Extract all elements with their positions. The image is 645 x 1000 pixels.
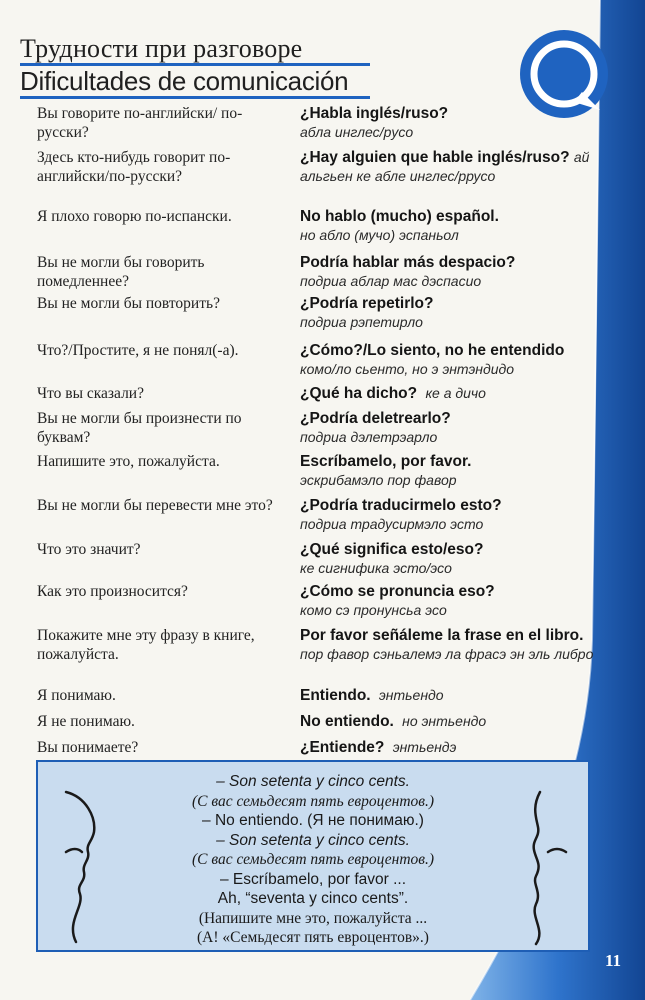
phrase-transcription: комо/ло сьенто, но э энтэндидо	[300, 361, 515, 377]
phrase-transcription: подриа традусирмэло эсто	[300, 516, 484, 532]
phrase-spanish	[300, 104, 600, 142]
phrase-spanish-text: ¿Podría traducirmelo esto?	[300, 497, 502, 514]
page-number: 11	[604, 951, 622, 970]
phrase-spanish	[300, 294, 600, 332]
phrase-russian: Что это значит?	[37, 541, 141, 558]
phrase-transcription: ке а дичо	[425, 385, 486, 401]
phrase-russian: Напишите это, пожалуйста.	[37, 453, 220, 470]
phrase-spanish	[300, 582, 600, 620]
section-title-russian: Трудности при разговоре	[20, 34, 303, 63]
phrase-spanish-text: ¿Hay alguien que hable inglés/ruso?	[300, 149, 570, 166]
phrase-russian: Как это произносится?	[37, 583, 188, 600]
phrase-russian: Вы не могли бы говорить помедленнее?	[37, 254, 205, 290]
dialogue-box	[36, 760, 590, 952]
phrase-spanish-text: No entiendo.	[300, 713, 394, 730]
phrase-transcription: подриа дэлетрэарло	[300, 429, 438, 445]
dialogue-line: (С вас семьдесят пять евроцентов.)	[191, 792, 435, 810]
phrase-transcription: комо сэ пронунсьа эсо	[300, 602, 447, 618]
phrase-transcription: подриа аблар мас дэспасио	[300, 273, 482, 289]
phrase-russian: Вы говорите по-английски/ по-русски?	[37, 105, 243, 141]
dialogue-line: (Напишите мне это, пожалуйста ...	[198, 909, 428, 927]
phrase-transcription: абла инглес/рyсо	[300, 124, 414, 140]
phrase-spanish-text: ¿Cómo?/Lo siento, no he entendido	[300, 342, 565, 359]
phrase-spanish-text: ¿Habla inglés/ruso?	[300, 105, 449, 122]
title-underline-2	[20, 96, 370, 99]
dialogue-line: – Son setenta y cinco cents.	[216, 773, 410, 790]
phrase-spanish-text: ¿Podría deletrearlo?	[300, 410, 451, 427]
phrase-spanish	[300, 148, 600, 186]
dialogue-line: – No entiendo. (Я не понимаю.)	[202, 812, 424, 829]
phrase-transcription: подриа рэпетирло	[300, 314, 423, 330]
dialogue-line: – Son setenta y cinco cents.	[216, 831, 410, 849]
phrase-transcription: энтьендэ	[392, 739, 457, 755]
phrase-transcription: ай альгьен ке абле инглес/ррусо	[300, 149, 590, 184]
section-title-spanish: Dificultades de comunicación	[20, 66, 349, 96]
phrase-russian: Что?/Простите, я не понял(-а).	[37, 342, 239, 359]
phrase-spanish	[300, 253, 600, 291]
phrase-russian: Я понимаю.	[37, 687, 116, 704]
phrase-spanish-text: ¿Qué ha dicho?	[300, 385, 418, 402]
phrase-spanish-text: ¿Podría repetirlo?	[300, 295, 434, 312]
phrase-spanish	[300, 207, 600, 245]
phrase-spanish	[300, 712, 600, 731]
phrase-transcription: ке сигнифика эсто/эсо	[300, 560, 452, 576]
phrase-spanish-text: Por favor señáleme la frase en el libro.	[300, 627, 584, 644]
phrase-russian: Я плохо говорю по-испански.	[37, 208, 232, 225]
phrase-spanish	[300, 409, 600, 447]
phrase-spanish-text: No hablo (mucho) español.	[300, 208, 499, 225]
phrase-russian: Вы не могли бы произнести по буквам?	[37, 410, 242, 446]
phrase-russian: Вы понимаете?	[37, 739, 139, 756]
phrase-transcription: но абло (мучо) эспаньол	[300, 227, 459, 243]
phrase-russian: Что вы сказали?	[37, 385, 144, 402]
phrase-spanish-text: Podría hablar más despacio?	[300, 254, 516, 271]
phrase-spanish	[300, 496, 600, 534]
phrase-transcription: но энтьендо	[402, 713, 487, 729]
phrase-transcription: эскрибамэло пор фавор	[300, 472, 457, 488]
phrase-russian: Вы не могли бы перевести мне это?	[37, 497, 273, 514]
phrase-spanish	[300, 384, 600, 403]
phrase-transcription: пор фавор сэньалемэ ла фрасэ эн эль либро	[300, 646, 594, 662]
phrase-spanish	[300, 626, 600, 664]
phrase-spanish-text: Entiendo.	[300, 687, 371, 704]
phrase-spanish	[300, 540, 600, 578]
phrase-spanish	[300, 341, 600, 379]
phrase-russian: Здесь кто-нибудь говорит по-английски/по-русски?	[37, 149, 231, 185]
phrase-spanish-text: ¿Entiende?	[300, 739, 385, 756]
phrase-spanish-text: ¿Qué significa esto/eso?	[300, 541, 484, 558]
dialogue-line: Ah, “seventa y cinco cents”.	[217, 890, 409, 907]
phrase-transcription: энтьендо	[378, 687, 444, 703]
dialogue-line: – Escríbamelo, por favor ...	[219, 870, 407, 888]
phrase-russian: Вы не могли бы повторить?	[37, 295, 220, 312]
dialogue-lines	[38, 772, 588, 948]
phrase-spanish	[300, 452, 600, 490]
phrase-spanish	[300, 738, 600, 757]
dialogue-line: (А! «Семьдесят пять евроцентов».)	[197, 929, 429, 946]
phrase-russian: Я не понимаю.	[37, 713, 135, 730]
phrase-spanish-text: ¿Cómo se pronuncia eso?	[300, 583, 495, 600]
phrase-spanish	[300, 686, 600, 705]
dialogue-line: (С вас семьдесят пять евроцентов.)	[191, 851, 435, 868]
phrase-russian: Покажите мне эту фразу в книге, пожалуйста.	[37, 627, 255, 663]
phrase-spanish-text: Escríbamelo, por favor.	[300, 453, 472, 470]
